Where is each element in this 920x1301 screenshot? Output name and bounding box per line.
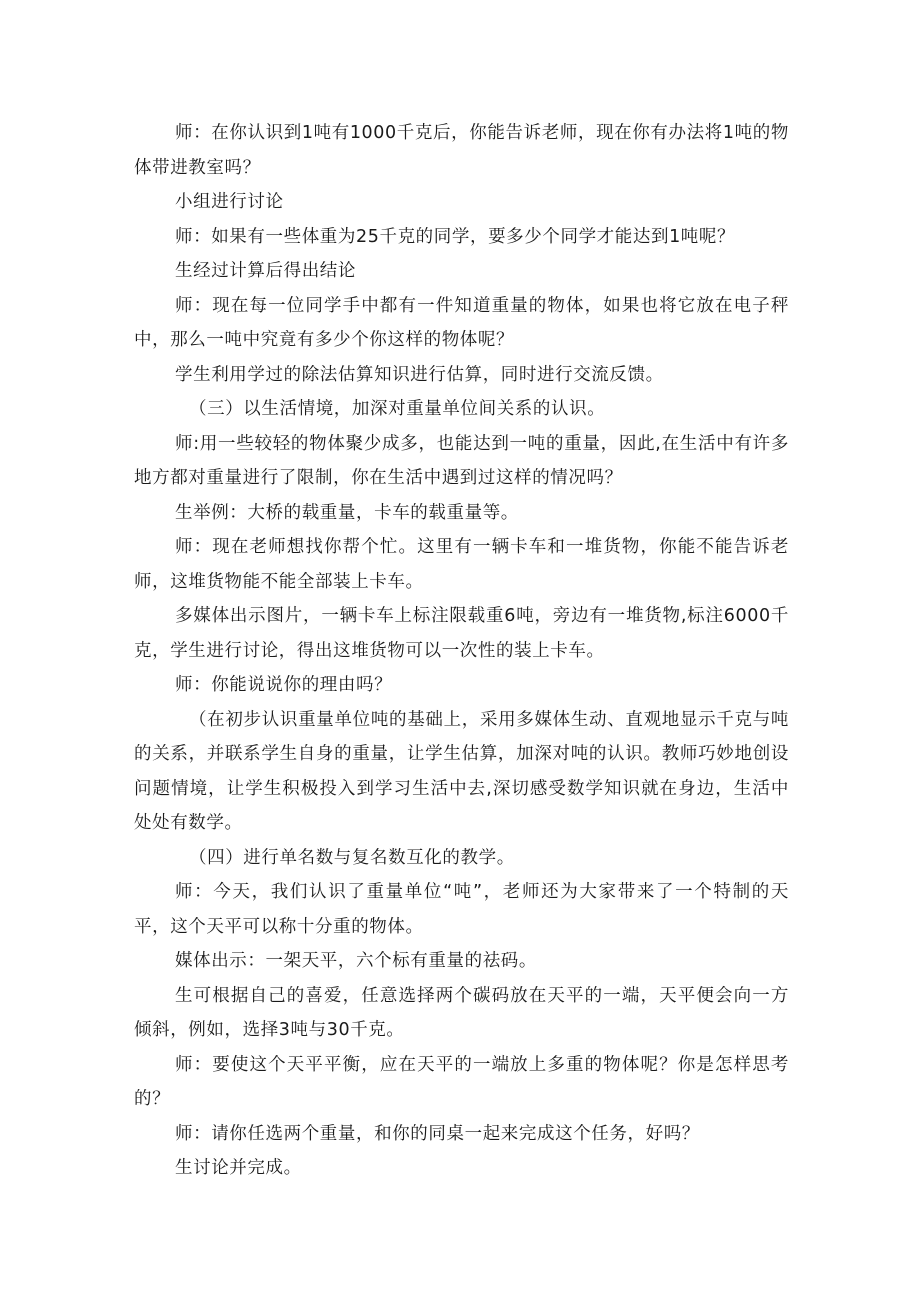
paragraph: 生讨论并完成。 [175, 1158, 302, 1178]
paragraph: 师：在你认识到1吨有1000千克后，你能告诉老师，现在你有办法将1吨的物体带进教室吗？ [134, 123, 789, 178]
paragraph: 学生利用学过的除法估算知识进行估算，同时进行交流反馈。 [175, 364, 664, 385]
paragraph: 生举例：大桥的载重量，卡车的载重量等。 [175, 502, 519, 523]
paragraph: 师：今天，我们认识了重量单位“吨”，老师还为大家带来了一个特制的天平，这个天平可以称十分重的物体。 [134, 882, 789, 937]
paragraph: 师：要使这个天平平衡，应在天平的一端放上多重的物体呢？你是怎样思考的？ [134, 1054, 789, 1109]
paragraph: 媒体出示：一架天平，六个标有重量的祛码。 [175, 951, 537, 971]
paragraph: 师：现在每一位同学手中都有一件知道重量的物体，如果也将它放在电子秤中，那么一吨中究竟有多少个你这样的物体呢？ [134, 295, 789, 350]
paragraph: 师：现在老师想找你帮个忙。这里有一辆卡车和一堆货物，你能不能告诉老师，这堆货物能不能全部装上卡车。 [134, 537, 789, 592]
paragraph: 生可根据自己的喜爱，任意选择两个碳码放在天平的一端，天平便会向一方倾斜，例如，选择3吨与30千克。 [134, 985, 789, 1040]
paragraph: 多媒体出示图片，一辆卡车上标注限载重6吨，旁边有一堆货物,标注6000千克，学生进行讨论，得出这堆货物可以一次性的装上卡车。 [134, 606, 789, 661]
paragraph: 生经过计算后得出结论 [175, 261, 356, 281]
paragraph: 师：请你任选两个重量，和你的同桌一起来完成这个任务，好吗？ [175, 1123, 700, 1144]
commentary-paragraph: （在初步认识重量单位吨的基础上，采用多媒体生动、直观地显示千克与吨的关系，并联系学生自身的重量，让学生估算，加深对吨的认识。教师巧妙地创设问题情境，让学生积极投入到学习生活中去,深切感受数学知识就在身边，生活中处处有数学。 [134, 709, 789, 833]
section-heading-3: （三）以生活情境，加深对重量单位间关系的认识。 [189, 399, 606, 419]
document-body [134, 116, 789, 1186]
paragraph: 师：如果有一些体重为25千克的同学，要多少个同学才能达到1吨呢？ [175, 226, 736, 247]
paragraph: 师：你能说说你的理由吗？ [175, 675, 393, 695]
paragraph: 小组进行讨论 [175, 192, 284, 212]
section-heading-4: （四）进行单名数与复名数互化的教学。 [189, 847, 515, 868]
paragraph: 师:用一些较轻的物体聚少成多，也能达到一吨的重量，因此,在生活中有许多地方都对重量进行了限制，你在生活中遇到过这样的情况吗？ [134, 433, 789, 488]
